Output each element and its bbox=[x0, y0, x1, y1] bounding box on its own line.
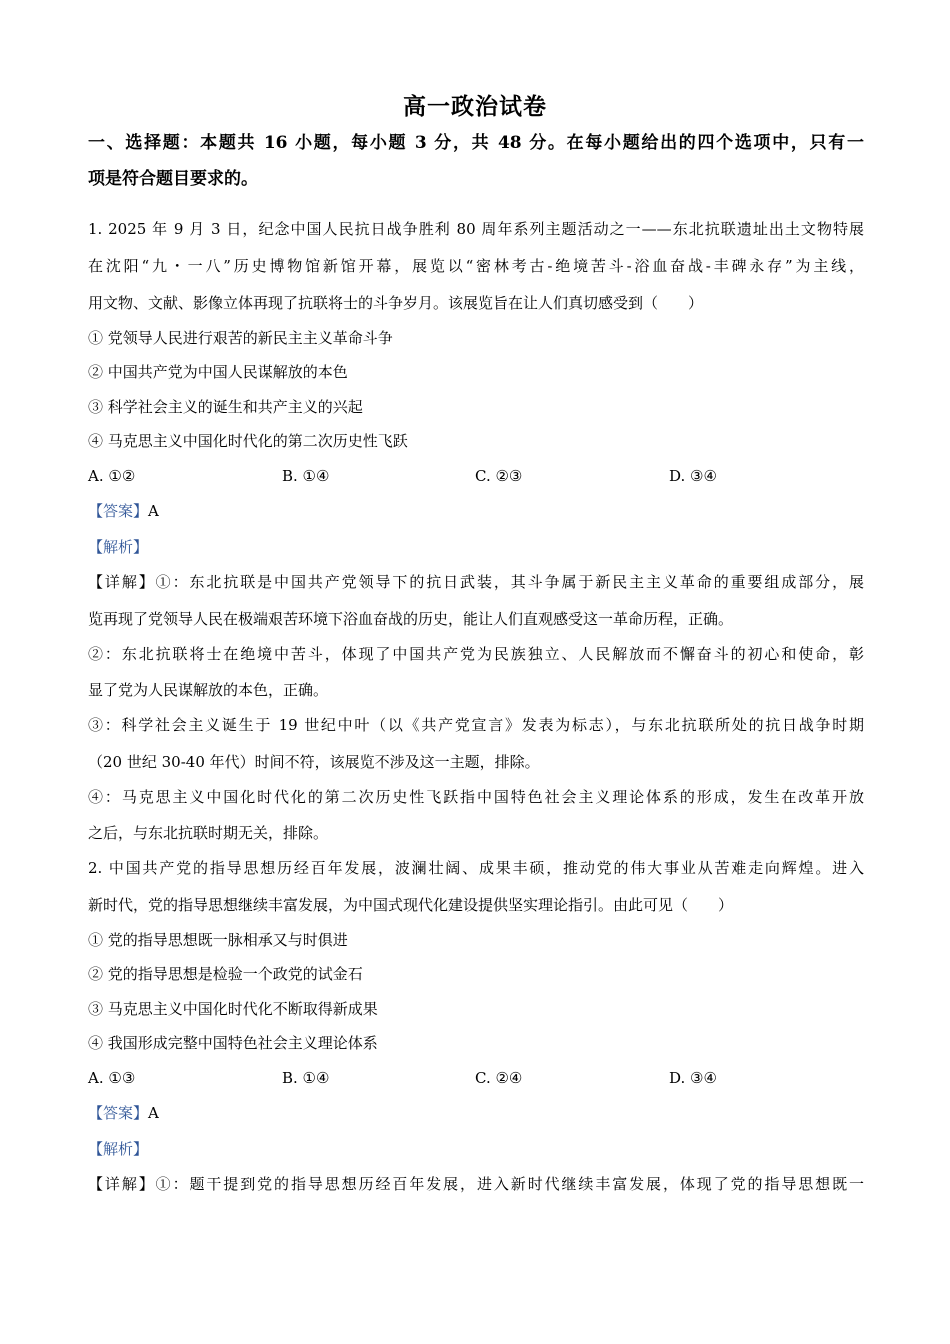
q1-option-a: A. ①② bbox=[88, 467, 136, 485]
q1-detail-line-5: ③：科学社会主义诞生于 19 世纪中叶（以《共产党宣言》发表为标志），与东北抗联所处的抗日战争时期 bbox=[88, 716, 864, 734]
q2-option-c: C. ②④ bbox=[475, 1069, 523, 1087]
q1-detail-tag: 【详解】 bbox=[88, 573, 156, 591]
q2-detail-tag: 【详解】 bbox=[88, 1175, 156, 1193]
q2-item-2: ② 党的指导思想是检验一个政党的试金石 bbox=[88, 965, 363, 983]
q1-option-d: D. ③④ bbox=[669, 467, 717, 485]
q2-stem-line-1: 2. 中国共产党的指导思想历经百年发展，波澜壮阔、成果丰硕，推动党的伟大事业从苦难走向辉煌。进入 bbox=[88, 859, 864, 877]
q1-detail-line-3: ②：东北抗联将士在绝境中苦斗，体现了中国共产党为民族独立、人民解放而不懈奋斗的初心和使命，彰 bbox=[88, 645, 864, 663]
q2-stem-line-2: 新时代，党的指导思想继续丰富发展，为中国式现代化建设提供坚实理论指引。由此可见（ ） bbox=[88, 896, 734, 914]
q1-option-c: C. ②③ bbox=[475, 467, 523, 485]
q2-item-1: ① 党的指导思想既一脉相承又与时俱进 bbox=[88, 931, 348, 949]
q1-analysis-tag: 【解析】 bbox=[88, 538, 149, 556]
q1-stem-line-3: 用文物、文献、影像立体再现了抗联将士的斗争岁月。该展览旨在让人们真切感受到（ ） bbox=[88, 294, 704, 312]
q1-detail-line-7: ④：马克思主义中国化时代化的第二次历史性飞跃指中国特色社会主义理论体系的形成，发生在改革开放 bbox=[88, 788, 864, 806]
q1-item-2: ② 中国共产党为中国人民谋解放的本色 bbox=[88, 363, 348, 381]
q2-detail-line-1-text bbox=[88, 1174, 864, 1194]
q1-answer-value: A bbox=[148, 502, 159, 520]
q1-option-b: B. ①④ bbox=[282, 467, 330, 485]
section-heading bbox=[88, 125, 864, 197]
page-title: 高一政治试卷 bbox=[403, 93, 547, 120]
section-heading-line-2: 项是符合题目要求的。 bbox=[88, 169, 258, 189]
q1-stem-line-1: 1. 2025 年 9 月 3 日，纪念中国人民抗日战争胜利 80 周年系列主题活动之一——东北抗联遗址出土文物特展 bbox=[88, 220, 864, 238]
q1-detail-line-1 bbox=[88, 572, 864, 592]
q1-item-3: ③ 科学社会主义的诞生和共产主义的兴起 bbox=[88, 398, 363, 416]
q1-detail-text-1: ①：东北抗联是中国共产党领导下的抗日武装，其斗争属于新民主主义革命的重要组成部分，展 bbox=[155, 573, 864, 591]
q2-detail-text-1: ①：题干提到党的指导思想历经百年发展，进入新时代继续丰富发展，体现了党的指导思想既一 bbox=[155, 1175, 864, 1193]
q2-item-3: ③ 马克思主义中国化时代化不断取得新成果 bbox=[88, 1000, 378, 1018]
q2-answer bbox=[88, 1103, 864, 1123]
q1-detail-line-6: （20 世纪 30-40 年代）时间不符，该展览不涉及这一主题，排除。 bbox=[88, 753, 540, 771]
q2-analysis-tag: 【解析】 bbox=[88, 1140, 149, 1158]
q1-detail-line-8: 之后，与东北抗联时期无关，排除。 bbox=[88, 824, 329, 842]
q2-option-a: A. ①③ bbox=[88, 1069, 136, 1087]
section-heading-line-1: 一、选择题：本题共 16 小题，每小题 3 分，共 48 分。在每小题给出的四个选项中，只有一 bbox=[88, 133, 864, 153]
q2-item-4: ④ 我国形成完整中国特色社会主义理论体系 bbox=[88, 1034, 378, 1052]
q1-detail-line-1-text bbox=[88, 572, 864, 592]
q2-option-b: B. ①④ bbox=[282, 1069, 330, 1087]
q1-stem-line-2: 在沈阳“九・一八”历史博物馆新馆开幕，展览以“密林考古-绝境苦斗-浴血奋战-丰碑永存”为主线， bbox=[88, 257, 864, 275]
q1-answer-tag: 【答案】 bbox=[88, 502, 149, 520]
q2-detail-line-1 bbox=[88, 1174, 864, 1194]
q2-option-d: D. ③④ bbox=[669, 1069, 717, 1087]
q1-item-4: ④ 马克思主义中国化时代化的第二次历史性飞跃 bbox=[88, 432, 408, 450]
q2-answer-value: A bbox=[148, 1104, 159, 1122]
q1-item-1: ① 党领导人民进行艰苦的新民主主义革命斗争 bbox=[88, 329, 393, 347]
q1-answer bbox=[88, 501, 864, 521]
q2-answer-tag: 【答案】 bbox=[88, 1104, 149, 1122]
q1-detail-line-2: 览再现了党领导人民在极端艰苦环境下浴血奋战的历史，能让人们直观感受这一革命历程，正确。 bbox=[88, 610, 734, 628]
q1-detail-line-4: 显了党为人民谋解放的本色，正确。 bbox=[88, 681, 329, 699]
